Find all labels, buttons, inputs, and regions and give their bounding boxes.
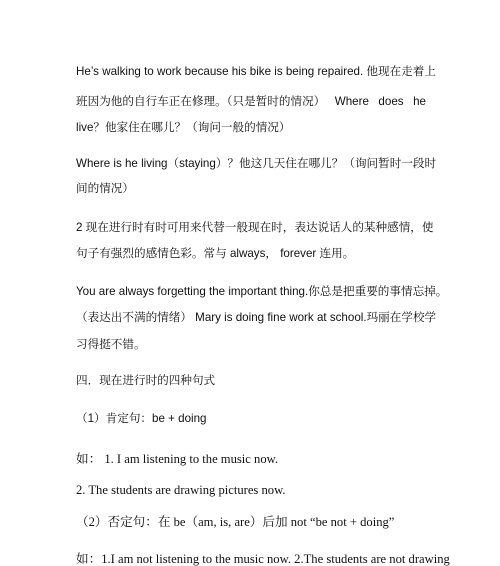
example-sentence-line: He’s walking to work because his bike is being repaired. 他现在走着上 — [76, 65, 436, 78]
negative-form-line: （2）否定句：在 be（am, is, are）后加 not “be not + doing” — [76, 515, 395, 529]
section-heading: 四．现在进行时的四种句式 — [76, 374, 216, 387]
affirmative-example-1: 如： 1. I am listening to the music now. — [76, 452, 279, 466]
translation-text: 班因为他的自行车正在修理。（只是暂时的情况） — [76, 95, 326, 108]
word-does: does — [378, 95, 404, 108]
example-question-line-2: Where is he living（staying）？他这几天住在哪儿？（询问暂时一段时 — [76, 157, 437, 170]
example-translation-line — [76, 94, 426, 110]
always-example-line: You are always forgetting the important thing.你总是把重要的事情忘掉。 — [76, 285, 448, 298]
always-example-line-continued: （表达出不满的情绪） Mary is doing fine work at school.玛丽在学校学 — [76, 311, 437, 324]
usage-point-2-line-continued: 句子有强烈的感情色彩。常与 always， forever 连用。 — [76, 247, 355, 260]
word-he: he — [413, 95, 426, 108]
word-where: Where — [334, 95, 369, 108]
always-example-line-end: 习得挺不错。 — [76, 338, 146, 351]
usage-point-2-line: 2 现在进行时有时可用来代替一般现在时，表达说话人的某种感情，使 — [76, 221, 434, 234]
affirmative-example-2: 2. The students are drawing pictures now. — [76, 483, 286, 497]
negative-example-line: 如：1.I am not listening to the music now. 2.The students are not drawing — [76, 552, 450, 566]
example-question-line-2-continued: 间的情况） — [76, 182, 134, 195]
affirmative-form-line: （1）肯定句：be + doing — [76, 412, 207, 425]
example-question-line: live？他家住在哪儿？（询问一般的情况） — [76, 121, 291, 134]
